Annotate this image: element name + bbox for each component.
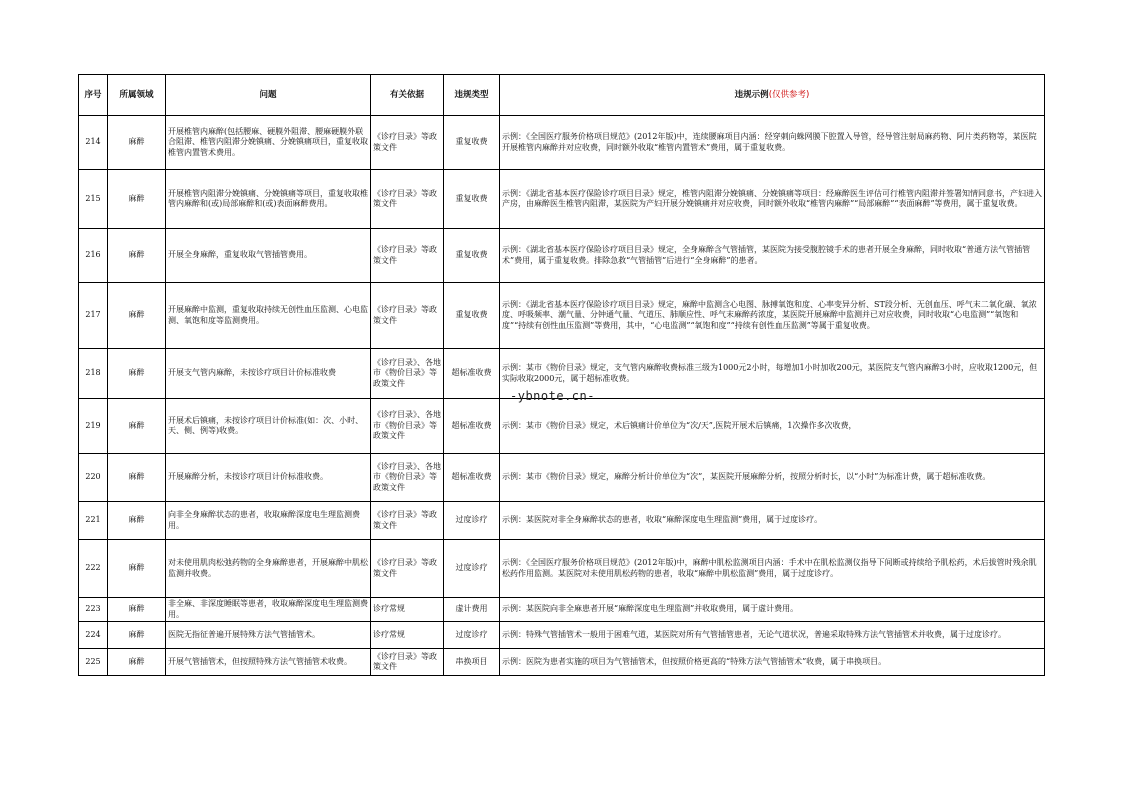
cell-basis: 《诊疗目录》、各地市《物价目录》等政策文件 xyxy=(371,349,444,399)
cell-basis: 《诊疗目录》等政策文件 xyxy=(371,540,444,598)
header-issue: 问题 xyxy=(166,75,371,116)
table-row xyxy=(79,598,1045,622)
cell-domain: 麻醉 xyxy=(108,349,166,399)
cell-type: 虚计费用 xyxy=(444,598,500,622)
cell-domain: 麻醉 xyxy=(108,116,166,170)
cell-domain: 麻醉 xyxy=(108,283,166,349)
cell-example: 示例：《全国医疗服务价格项目规范》(2012年版)中，麻醉中肌松监测项目内涵：手术中在肌松监测仪指导下间断或持续给予肌松药，术后拔管时残余肌松药作用监测。某医院对未使用肌松药物的患者，收取“麻醉中肌松监测”费用，属于过度诊疗。 xyxy=(500,540,1045,598)
cell-example: 示例：《湖北省基本医疗保险诊疗项目目录》规定，椎管内阻滞分娩镇痛、分娩镇痛等项目：经麻醉医生评估可行椎管内阻滞并签署知情同意书，产妇进入产房，由麻醉医生椎管内阻滞，某医院为产妇开展分娩镇痛并对应收费，同时额外收取“椎管内麻醉”“局部麻醉”“表面麻醉”等费用，属于重复收费。 xyxy=(500,170,1045,229)
cell-issue: 开展椎管内麻醉(包括腰麻、硬膜外阻滞、腰麻硬膜外联合阻滞、椎管内阻滞分娩镇痛、分娩镇痛项目，重复收取椎管内置管术费用。 xyxy=(166,116,371,170)
cell-domain: 麻醉 xyxy=(108,540,166,598)
cell-type: 重复收费 xyxy=(444,116,500,170)
cell-issue: 开展麻醉分析，未按诊疗项目计价标准收费。 xyxy=(166,454,371,502)
cell-seq: 224 xyxy=(79,622,108,649)
cell-domain: 麻醉 xyxy=(108,454,166,502)
cell-type: 超标准收费 xyxy=(444,454,500,502)
cell-seq: 221 xyxy=(79,502,108,540)
header-example xyxy=(500,75,1045,116)
header-seq: 序号 xyxy=(79,75,108,116)
cell-type: 串换项目 xyxy=(444,649,500,676)
cell-basis: 《诊疗目录》等政策文件 xyxy=(371,170,444,229)
watermark: -ybnote.cn- xyxy=(510,389,595,403)
cell-seq: 225 xyxy=(79,649,108,676)
table-row xyxy=(79,399,1045,454)
cell-example: 示例：医院为患者实施的项目为气管插管术，但按照价格更高的“特殊方法气管插管术”收费，属于串换项目。 xyxy=(500,649,1045,676)
cell-example: 示例：《湖北省基本医疗保险诊疗项目目录》规定，全身麻醉含气管插管，某医院为接受腹腔镜手术的患者开展全身麻醉，同时收取“普通方法气管插管术”费用，属于重复收费。排除急救“气管插管”后进行“全身麻醉”的患者。 xyxy=(500,229,1045,283)
cell-example: 示例：某医院对非全身麻醉状态的患者，收取“麻醉深度电生理监测”费用，属于过度诊疗。 xyxy=(500,502,1045,540)
cell-issue: 向非全身麻醉状态的患者，收取麻醉深度电生理监测费用。 xyxy=(166,502,371,540)
cell-basis: 《诊疗目录》、各地市《物价目录》等政策文件 xyxy=(371,454,444,502)
cell-type: 过度诊疗 xyxy=(444,502,500,540)
cell-type: 重复收费 xyxy=(444,283,500,349)
table-row xyxy=(79,649,1045,676)
cell-seq: 214 xyxy=(79,116,108,170)
header-example-note: (仅供参考) xyxy=(768,89,810,100)
table-row xyxy=(79,622,1045,649)
cell-domain: 麻醉 xyxy=(108,229,166,283)
cell-basis: 《诊疗目录》等政策文件 xyxy=(371,116,444,170)
header-domain: 所属领域 xyxy=(108,75,166,116)
cell-seq: 223 xyxy=(79,598,108,622)
cell-domain: 麻醉 xyxy=(108,399,166,454)
cell-domain: 麻醉 xyxy=(108,170,166,229)
cell-example: 示例：《湖北省基本医疗保险诊疗项目目录》规定，麻醉中监测含心电图、脉搏氧饱和度、心率变异分析、ST段分析、无创血压、呼气末二氧化碳、氧浓度、呼吸频率、潮气量、分钟通气量、气道压、肺顺应性、呼气末麻醉药浓度，某医院开展麻醉中监测并已对应收费，同时收取“心电监测”“氧饱和度”“持续有创性血压监测”等费用，其中，“心电监测”“氧饱和度”“持续有创性血压监测”等属于重复收费。 xyxy=(500,283,1045,349)
cell-domain: 麻醉 xyxy=(108,502,166,540)
cell-seq: 220 xyxy=(79,454,108,502)
cell-type: 超标准收费 xyxy=(444,399,500,454)
cell-type: 重复收费 xyxy=(444,229,500,283)
cell-example: 示例：某医院向非全麻患者开展“麻醉深度电生理监测”并收取费用，属于虚计费用。 xyxy=(500,598,1045,622)
cell-issue: 开展椎管内阻滞分娩镇痛、分娩镇痛等项目，重复收取椎管内麻醉和(或)局部麻醉和(或)表面麻醉费用。 xyxy=(166,170,371,229)
cell-issue: 医院无指征普遍开展特殊方法气管插管术。 xyxy=(166,622,371,649)
cell-example: 示例：某市《物价目录》规定，术后镇痛计价单位为“次/天”,医院开展术后镇痛，1次操作多次收费， xyxy=(500,399,1045,454)
cell-basis: 《诊疗目录》等政策文件 xyxy=(371,283,444,349)
table-row xyxy=(79,540,1045,598)
table-row xyxy=(79,229,1045,283)
cell-domain: 麻醉 xyxy=(108,622,166,649)
cell-issue: 开展麻醉中监测，重复收取持续无创性血压监测、心电监测、氧饱和度等监测费用。 xyxy=(166,283,371,349)
cell-issue: 对未使用肌肉松弛药物的全身麻醉患者，开展麻醉中肌松监测并收费。 xyxy=(166,540,371,598)
header-example-main: 违规示例 xyxy=(734,89,769,100)
table-row xyxy=(79,454,1045,502)
cell-seq: 218 xyxy=(79,349,108,399)
cell-example: 示例：《全国医疗服务价格项目规范》(2012年版)中，连续腰麻项目内涵：经穿刺向蛛网膜下腔置入导管，经导管注射局麻药物、阿片类药物等，某医院开展椎管内麻醉并对应收费，同时额外收取“椎管内置管术”费用，属于重复收费。 xyxy=(500,116,1045,170)
header-basis: 有关依据 xyxy=(371,75,444,116)
cell-issue: 开展术后镇痛，未按诊疗项目计价标准(如：次、小时、天、侧、例等)收费。 xyxy=(166,399,371,454)
cell-type: 过度诊疗 xyxy=(444,622,500,649)
cell-basis: 诊疗常规 xyxy=(371,598,444,622)
header-type: 违规类型 xyxy=(444,75,500,116)
table-row xyxy=(79,283,1045,349)
cell-issue: 开展支气管内麻醉，未按诊疗项目计价标准收费 xyxy=(166,349,371,399)
violations-table xyxy=(78,74,1045,676)
cell-example: 示例：特殊气管插管术一般用于困难气道，某医院对所有气管插管患者，无论气道状况，普遍采取特殊方法气管插管术并收费，属于过度诊疗。 xyxy=(500,622,1045,649)
cell-type: 过度诊疗 xyxy=(444,540,500,598)
cell-issue: 开展全身麻醉，重复收取气管插管费用。 xyxy=(166,229,371,283)
cell-issue: 开展气管插管术，但按照特殊方法气管插管术收费。 xyxy=(166,649,371,676)
cell-basis: 《诊疗目录》等政策文件 xyxy=(371,502,444,540)
cell-type: 重复收费 xyxy=(444,170,500,229)
cell-basis: 《诊疗目录》等政策文件 xyxy=(371,649,444,676)
cell-type: 超标准收费 xyxy=(444,349,500,399)
cell-domain: 麻醉 xyxy=(108,598,166,622)
cell-example: 示例：某市《物价目录》规定，支气管内麻醉收费标准三级为1000元2小时，每增加1小时加收200元，某医院支气管内麻醉3小时，应收取1200元，但实际收取2000元，属于超标准收费。 xyxy=(500,349,1045,399)
cell-seq: 219 xyxy=(79,399,108,454)
cell-example: 示例：某市《物价目录》规定，麻醉分析计价单位为“次”，某医院开展麻醉分析，按照分析时长，以“小时”为标准计费，属于超标准收费。 xyxy=(500,454,1045,502)
cell-basis: 《诊疗目录》、各地市《物价目录》等政策文件 xyxy=(371,399,444,454)
cell-basis: 诊疗常规 xyxy=(371,622,444,649)
cell-seq: 222 xyxy=(79,540,108,598)
cell-seq: 217 xyxy=(79,283,108,349)
cell-basis: 《诊疗目录》等政策文件 xyxy=(371,229,444,283)
header-row xyxy=(79,75,1045,116)
table-row xyxy=(79,502,1045,540)
cell-seq: 216 xyxy=(79,229,108,283)
cell-domain: 麻醉 xyxy=(108,649,166,676)
table-row xyxy=(79,116,1045,170)
table-row xyxy=(79,170,1045,229)
cell-issue: 非全麻、非深度睡眠等患者，收取麻醉深度电生理监测费用。 xyxy=(166,598,371,622)
cell-seq: 215 xyxy=(79,170,108,229)
